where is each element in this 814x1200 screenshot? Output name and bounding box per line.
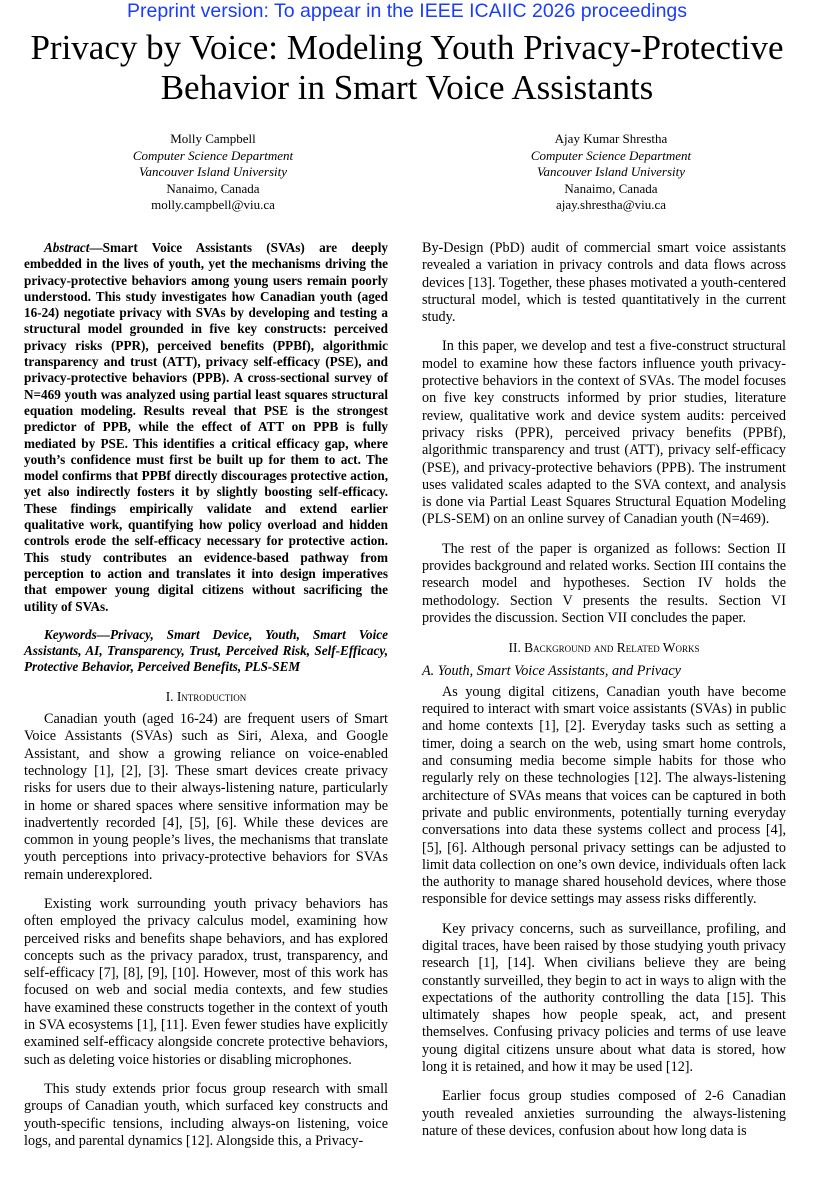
abstract xyxy=(24,240,388,615)
author-institution: Vancouver Island University xyxy=(536,164,686,179)
intro-paragraph-5: The rest of the paper is organized as follows: Section II provides background and related works. Section III contains the research model and hypotheses. Section IV holds the methodology. Section V presents the results. Section VI provides the discussion. Section VII concludes the paper. xyxy=(422,540,786,626)
preprint-banner: Preprint version: To appear in the IEEE ICAIIC 2026 proceedings xyxy=(126,0,688,22)
author-location: Nanaimo, Canada xyxy=(564,180,658,196)
author-block-2 xyxy=(461,131,761,214)
author-name: Ajay Kumar Shrestha xyxy=(554,131,668,146)
abstract-text: Smart Voice Assistants (SVAs) are deeply embedded in the lives of youth, yet the mechanisms driving the privacy-protective behaviors among young users remain poorly understood. This study investigates how Canadian youth (aged 16-24) negotiate privacy with SVAs by developing and testing a structural model grounded in five key constructs: perceived privacy risks (PPR), perceived benefits (PPBf), algorithmic transparency and trust (ATT), privacy self-efficacy (PSE), and privacy-protective behaviors (PPB). A cross-sectional survey of N=469 youth was analyzed using partial least squares structural equation modeling. Results reveal that PSE is the strongest predictor of PPB, while the effect of ATT on PPB is fully mediated by PSE. This identifies a critical efficacy gap, where youth’s confidence must first be built up for them to act. The model confirms that PPBf directly discourages protective action, yet also indirectly fosters it by slightly boosting self-efficacy. These findings empirically validate and extend earlier qualitative work, quantifying how policy overload and hidden controls erode the self-efficacy necessary for protective action. This study contributes an evidence-based pathway from perception to action and translates it into design imperatives that empower young digital citizens without sacrificing the utility of SVAs. xyxy=(24,240,388,614)
author-email[interactable]: molly.campbell@viu.ca xyxy=(151,197,275,212)
keywords: Keywords—Privacy, Smart Device, Youth, Smart Voice Assistants, AI, Transparency, Trust, Perceived Risk, Self-Efficacy, Protective Behavior, Perceived Benefits, PLS-SEM xyxy=(24,626,388,675)
background-paragraph-1: As young digital citizens, Canadian youth have become required to interact with smart voice assistants (SVAs) in public and home contexts [1], [2]. Everyday tasks such as setting a timer, doing a search on the web, using smart home controls, and consuming media become simple habits for those who regularly rely on these technologies [12]. The always-listening architecture of SVAs means that voices can be captured in both private and public environments, potentially turning everyday conversations into data these systems collect and process [4], [5], [6]. Although personal privacy settings can be adjusted to limit data collection on one’s own device, individuals often lack the authority to manage shared household devices, where those responsible for device settings may assess risks differently. xyxy=(422,683,786,908)
intro-paragraph-3-continued: By-Design (PbD) audit of commercial smart voice assistants revealed a variation in privacy controls and data flows across devices [13]. Together, these phases motivated a youth-centered structural model, which is tested quantitatively in the current study. xyxy=(422,240,786,326)
abstract-dash: — xyxy=(89,240,103,255)
author-department: Computer Science Department xyxy=(530,147,692,163)
background-paragraph-2: Key privacy concerns, such as surveillance, profiling, and digital traces, have been raised by those studying youth privacy research [1], [14]. When civilians believe they are being constantly surveilled, they begin to act in ways to align with the expectations of the authority controlling the data [15]. This ultimately shapes how people speak, act, and present themselves. Confusing privacy policies and terms of use leave young digital citizens unsure about what data is stored, how long it is retained, and how it may be used [12]. xyxy=(422,920,786,1076)
left-column xyxy=(24,240,388,1162)
section-heading-background: II. Background and Related Works xyxy=(508,640,700,656)
right-column xyxy=(422,240,786,1152)
author-name: Molly Campbell xyxy=(170,131,256,146)
paper-title: Privacy by Voice: Modeling Youth Privacy-Protective Behavior in Smart Voice Assistants xyxy=(30,28,784,107)
author-department: Computer Science Department xyxy=(132,147,294,163)
subsection-heading-youth-sva-privacy: A. Youth, Smart Voice Assistants, and Privacy xyxy=(422,662,681,679)
intro-paragraph-4: In this paper, we develop and test a five-construct structural model to examine how these factors influence youth privacy-protective behaviors in the context of SVAs. The model focuses on five key constructs informed by prior studies, literature review, qualitative work and device system audits: perceived privacy risks (PPR), perceived privacy benefits (PPBf), algorithmic transparency and trust (ATT), privacy self-efficacy (PSE), and privacy-protective behaviors (PPB). The instrument uses validated scales adapted to the SVA context, and analysis is done via Partial Least Squares Structural Equation Modeling (PLS-SEM) on an online survey of Canadian youth (N=469). xyxy=(422,338,786,528)
section-heading-introduction: I. Introduction xyxy=(165,688,247,704)
intro-paragraph-3: This study extends prior focus group research with small groups of Canadian youth, which surfaced key constructs and youth-specific tensions, including always-on listening, voice logs, and parental dynamics [12]. Alongside this, a Privacy- xyxy=(24,1080,388,1149)
author-institution: Vancouver Island University xyxy=(138,164,288,179)
intro-paragraph-2: Existing work surrounding youth privacy behaviors has often employed the privacy calculus model, examining how perceived risks and benefits shape behaviors, and has explored concepts such as the privacy paradox, trust, transparency, and self-efficacy [7], [8], [9], [10]. However, most of this work has focused on web and social media contexts, and few studies have examined these constructs together in the context of youth in SVA ecosystems [1], [11]. Even fewer studies have explicitly examined self-efficacy alongside concrete protective behaviors, such as deleting voice histories or disabling microphones. xyxy=(24,895,388,1068)
author-block-1 xyxy=(63,131,363,214)
background-paragraph-3: Earlier focus group studies composed of 2-6 Canadian youth revealed anxieties surrounding the always-listening nature of these devices, confusion about how long data is xyxy=(422,1088,786,1139)
author-email[interactable]: ajay.shrestha@viu.ca xyxy=(555,197,667,212)
intro-paragraph-1: Canadian youth (aged 16-24) are frequent users of Smart Voice Assistants (SVAs) such as Siri, Alexa, and Google Assistant, and show a growing reliance on voice-enabled technology [1], [2], [3]. These smart devices create privacy risks for users due to their always-listening nature, particularly in home or shared spaces where sensitive information may be inadvertently recorded [4], [5], [6]. While these devices are common in young people’s lives, the mechanisms that translate youth perceptions into privacy-protective behaviors for SVAs remain underexplored. xyxy=(24,711,388,883)
abstract-label: Abstract xyxy=(44,240,90,255)
author-location: Nanaimo, Canada xyxy=(166,180,260,196)
